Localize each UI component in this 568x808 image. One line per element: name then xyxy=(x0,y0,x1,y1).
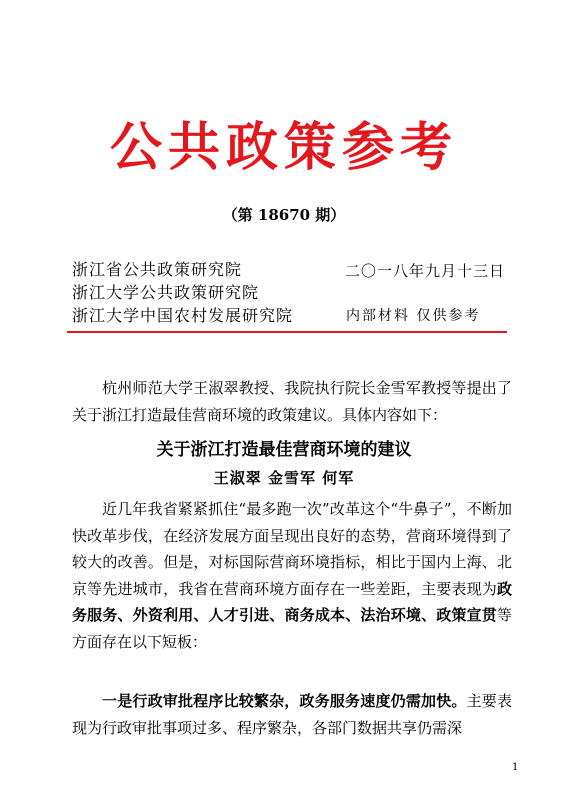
article-title: 关于浙江打造最佳营商环境的建议 xyxy=(156,440,412,460)
organization-1: 浙江省公共政策研究院 xyxy=(72,260,243,279)
publication-date: 二〇一八年九月十三日 xyxy=(345,262,506,280)
intro-paragraph: 杭州师范大学王淑翠教授、我院执行院长金雪军教授等提出了关于浙江打造最佳营商环境的政策建议。具体内容如下： xyxy=(72,379,512,424)
issue-number: （第 18670 期） xyxy=(222,206,346,224)
paragraph-heading: 一是行政审批程序比较繁杂，政务服务速度仍需加快。 xyxy=(102,692,467,710)
internal-notice: 内部材料 仅供参考 xyxy=(346,308,481,324)
body-paragraph-2 xyxy=(72,688,512,741)
header-divider xyxy=(67,331,507,333)
paragraph-emphasis: 政务服务、外资利用、人才引进、商务成本、法治环境、政策宣贯 xyxy=(72,579,512,624)
organization-2: 浙江大学公共政策研究院 xyxy=(72,283,260,302)
publication-title: 公共政策参考 xyxy=(109,117,458,178)
body-paragraph-1 xyxy=(72,496,512,655)
article-authors: 王淑翠 金雪军 何军 xyxy=(213,469,355,487)
page-number: 1 xyxy=(512,762,519,773)
paragraph-text: 主要表现为行政审批事项过多、程序繁杂，各部门数据共享仍需深 xyxy=(72,692,512,737)
paragraph-text: 等方面存在以下短板： xyxy=(72,606,512,651)
paragraph-text: 近几年我省紧紧抓住“最多跑一次”改革这个“牛鼻子”，不断加快改革步伐，在经济发展方面呈现出良好的态势，营商环境得到了较大的改善。但是，对标国际营商环境指标，相比于国内上海、北京等先进城市，我省在营商环境方面存在一些差距，主要表现为 xyxy=(72,500,512,598)
organization-3: 浙江大学中国农村发展研究院 xyxy=(72,306,294,325)
